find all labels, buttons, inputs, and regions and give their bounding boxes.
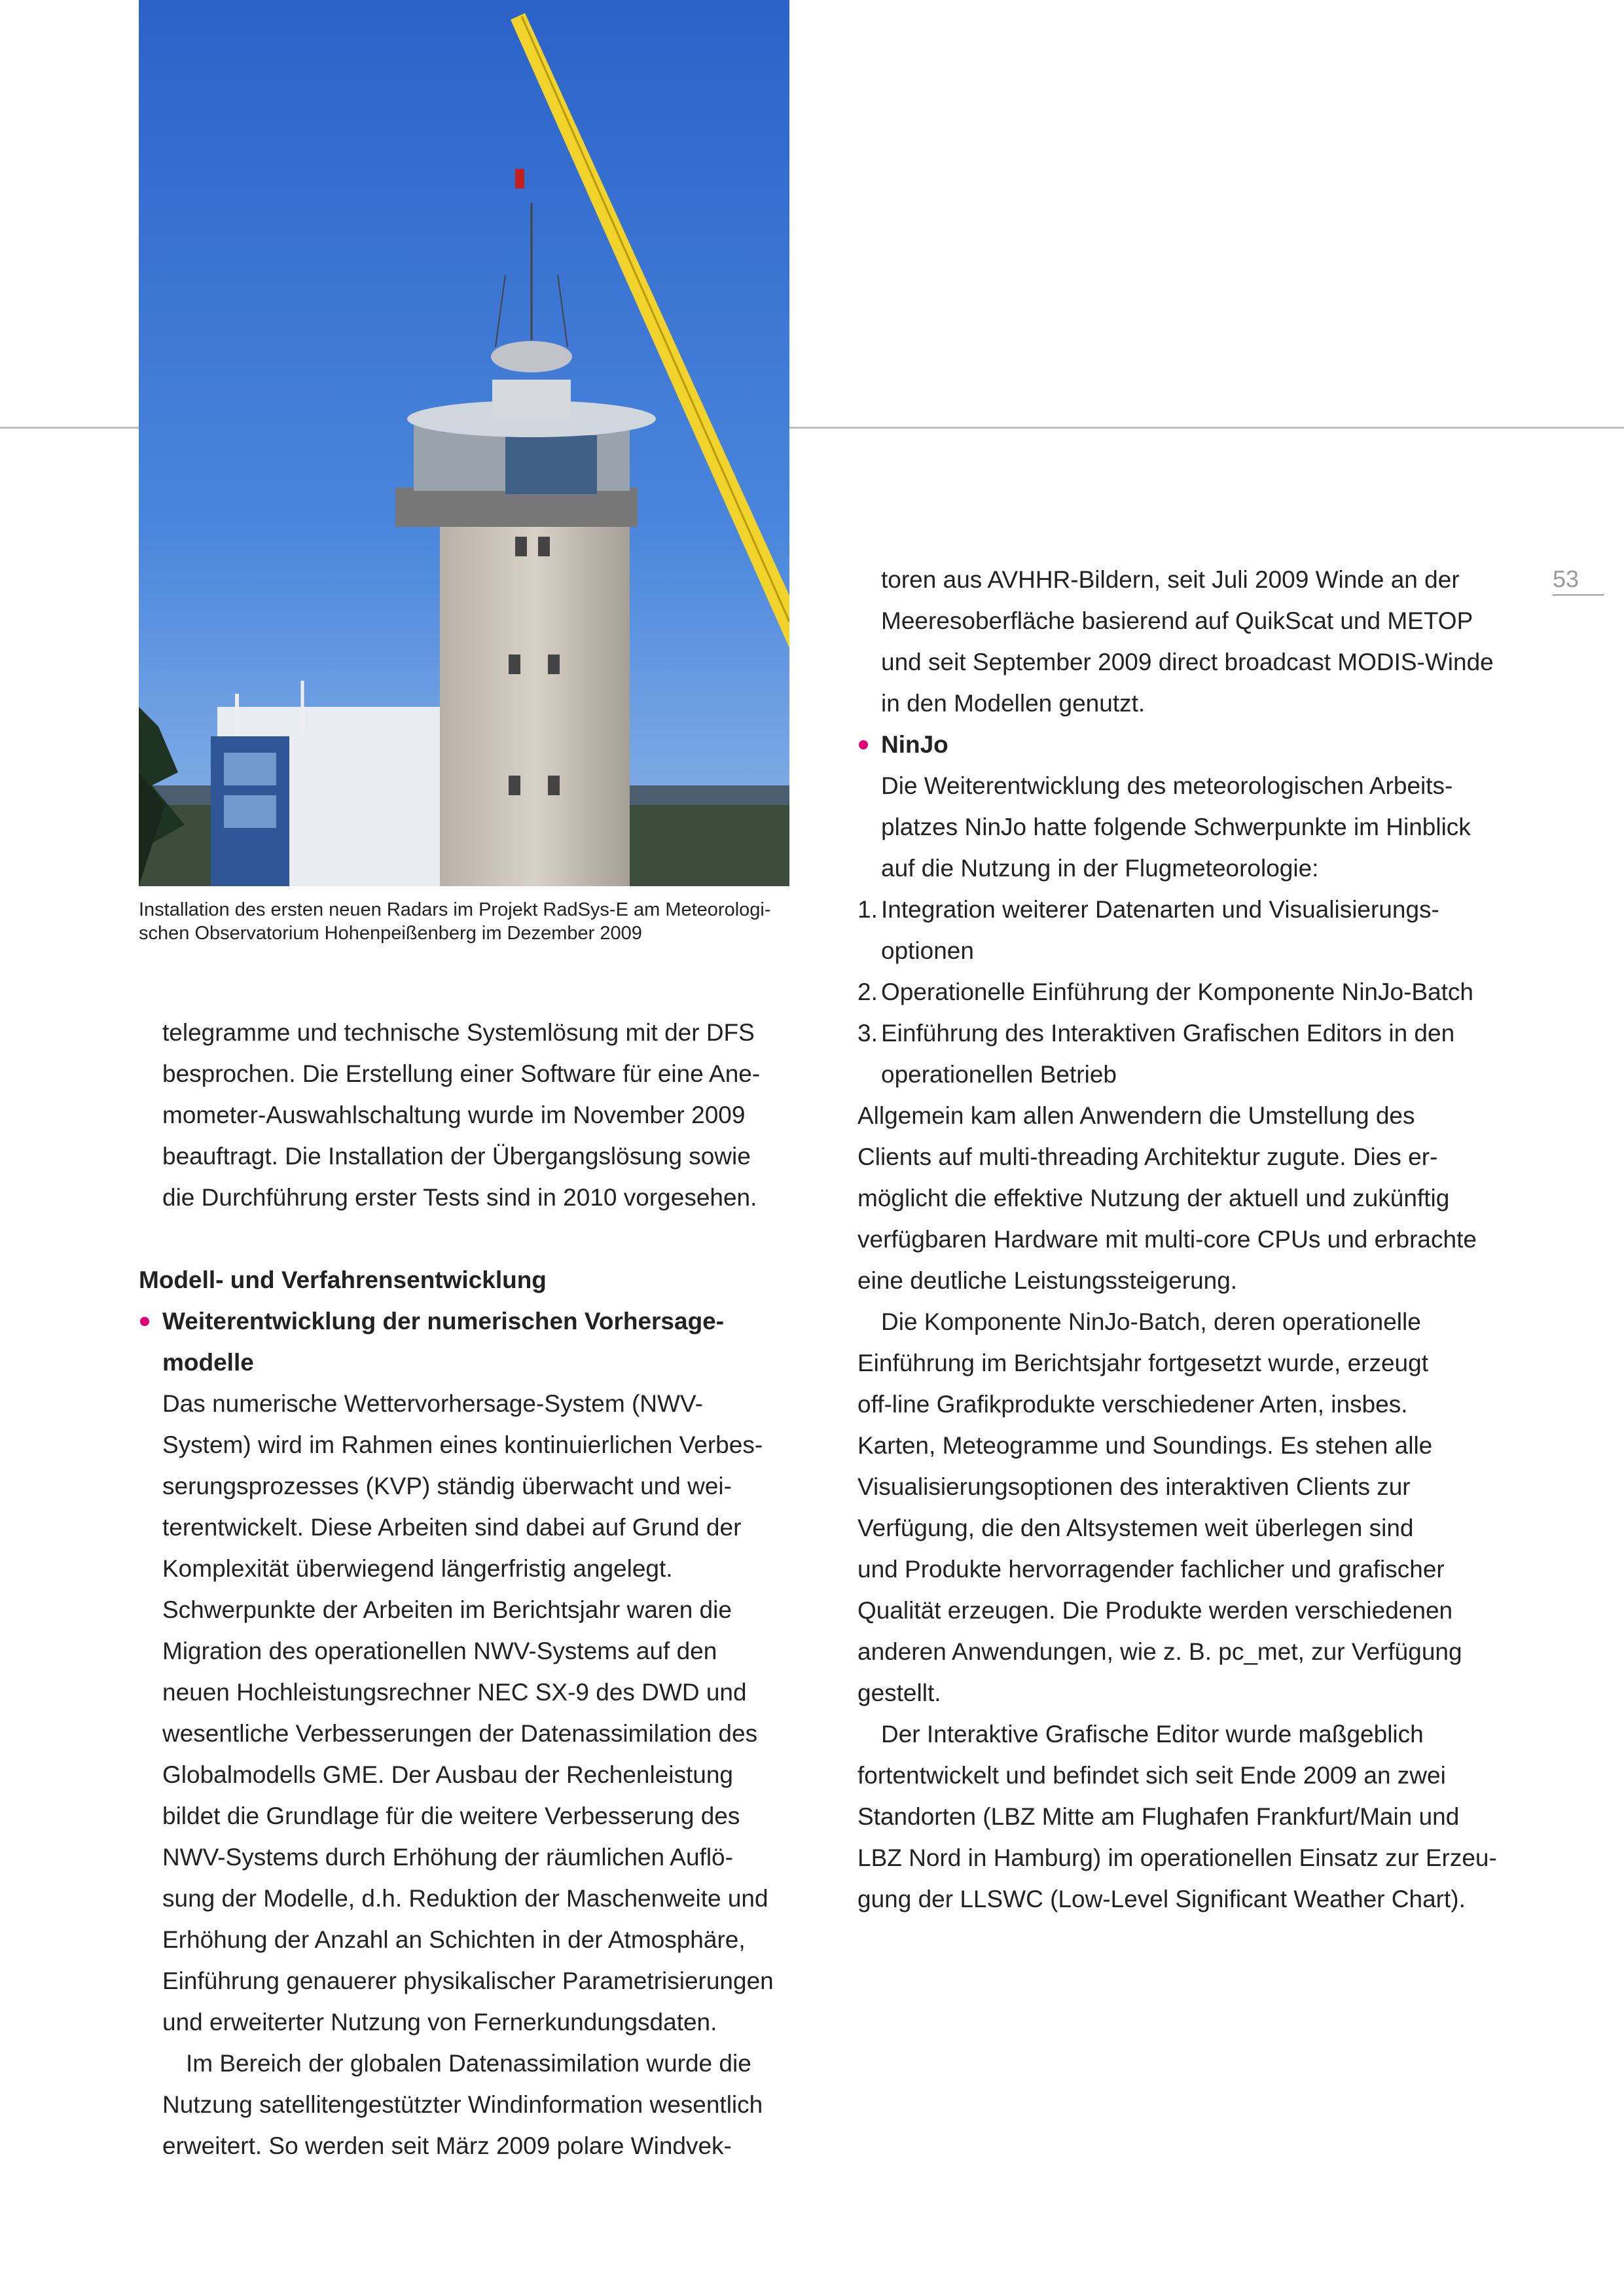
text-line: Clients auf multi-threading Architektur zugute. Dies er- [857,1143,1438,1170]
text-line: Der Interaktive Grafische Editor wurde maßgeblich [881,1721,1424,1748]
bullet-title-line: modelle [162,1349,254,1376]
text-line: Einführung im Berichtsjahr fortgesetzt wurde, erzeugt [857,1350,1428,1376]
text-line: eine deutliche Leistungssteigerung. [857,1267,1238,1294]
text-line: LBZ Nord in Hamburg) im operationellen Einsatz zur Erzeu- [857,1844,1497,1871]
editor-paragraph [857,1713,1512,1920]
bullet-title: NinJo [881,731,948,758]
text-line: neuen Hochleistungsrechner NEC SX-9 des DWD und [162,1679,747,1706]
text-line: Komplexität überwiegend längerfristig angelegt. [162,1555,673,1582]
text-line: Karten, Meteogramme und Soundings. Es stehen alle [857,1432,1433,1459]
body-paragraph [139,1383,793,2166]
numbered-item [857,971,1512,1013]
text-line: bildet die Grundlage für die weitere Verbesserung des [162,1803,740,1829]
text-line: in den Modellen genutzt. [881,690,1146,717]
text-line: telegramme und technische Systemlösung mit der DFS [162,1019,755,1046]
text-line: Erhöhung der Anzahl an Schichten in der Atmosphäre, [162,1926,746,1953]
text-line: operationellen Betrieb [881,1061,1117,1088]
bullet-dot-icon [140,1317,149,1326]
batch-paragraph [857,1301,1512,1713]
radar-installation-photo [139,0,789,886]
text-line: mometer-Auswahlschaltung wurde im November 2009 [162,1102,746,1128]
intro-paragraph [139,1012,793,1218]
numbered-item-continued [857,1054,1512,1095]
bullet-item-ninjo [857,724,1512,765]
text-line: und erweiterter Nutzung von Fernerkundungsdaten. [162,2009,717,2036]
text-line: terentwickelt. Diese Arbeiten sind dabei auf Grund der [162,1514,742,1541]
text-line: anderen Anwendungen, wie z. B. pc_met, zur Verfügung [857,1638,1462,1665]
item-number: 1. [857,896,878,923]
text-line: Integration weiterer Datenarten und Visualisierungs- [881,896,1439,923]
text-line: fortentwickelt und befindet sich seit Ende 2009 an zwei [857,1762,1446,1789]
text-line: gestellt. [857,1679,941,1706]
text-line: Einführung des Interaktiven Grafischen Editors in den [881,1020,1455,1047]
header-rule-right [789,427,1624,429]
text-line: optionen [881,937,974,964]
text-line: erweitert. So werden seit März 2009 polare Windvek- [162,2132,732,2159]
left-column [139,1012,793,2166]
caption-line: Installation des ersten neuen Radars im Projekt RadSys-E am Meteorologi- [139,899,771,920]
text-line: verfügbaren Hardware mit multi-core CPUs und erbrachte [857,1226,1477,1253]
bullet-item-continued [139,1342,793,1383]
item-number: 2. [857,978,878,1005]
text-line: gung der LLSWC (Low-Level Significant Weather Chart). [857,1886,1466,1912]
text-line: NWV-Systems durch Erhöhung der räumlichen Auflö- [162,1844,733,1871]
text-line: die Durchführung erster Tests sind in 2010 vorgesehen. [162,1184,757,1211]
text-line: Qualität erzeugen. Die Produkte werden verschiedenen [857,1597,1453,1624]
text-line: Schwerpunkte der Arbeiten im Berichtsjahr waren die [162,1596,732,1623]
text-line: Die Weiterentwicklung des meteorologischen Arbeits- [881,772,1453,799]
text-line: Globalmodells GME. Der Ausbau der Rechenleistung [162,1761,734,1788]
bullet-title-line: Weiterentwicklung der numerischen Vorhersage- [162,1308,725,1335]
text-line: Visualisierungsoptionen des interaktiven Clients zur [857,1473,1411,1500]
ninjo-paragraph [857,765,1512,889]
text-line: Einführung genauerer physikalischer Parametrisierungen [162,1967,774,1994]
right-column [857,559,1512,1920]
text-line: toren aus AVHHR-Bildern, seit Juli 2009 Winde an der [881,566,1460,593]
text-line: Standorten (LBZ Mitte am Flughafen Frankfurt/Main und [857,1803,1460,1830]
text-line: sung der Modelle, d.h. Reduktion der Maschenweite und [162,1885,768,1912]
caption-line: schen Observatorium Hohenpeißenberg im Dezember 2009 [139,923,642,944]
numbered-item [857,1013,1512,1054]
text-line: platzes NinJo hatte folgende Schwerpunkte im Hinblick [881,814,1471,840]
bullet-dot-icon [859,740,868,749]
text-line: Allgemein kam allen Anwendern die Umstellung des [857,1102,1415,1129]
text-line: besprochen. Die Erstellung einer Software für eine Ane- [162,1060,761,1087]
text-line: Operationelle Einführung der Komponente NinJo-Batch [881,978,1474,1005]
text-line: und seit September 2009 direct broadcast MODIS-Winde [881,649,1494,675]
text-line: Im Bereich der globalen Datenassimilation wurde die [186,2050,751,2077]
text-line: serungsprozesses (KVP) ständig überwacht und wei- [162,1473,732,1499]
continued-paragraph [857,559,1512,724]
bullet-item [139,1300,793,1342]
photo-caption [139,898,800,945]
text-line: off-line Grafikprodukte verschiedener Arten, insbes. [857,1391,1408,1418]
header-rule-left [0,427,139,429]
text-line: wesentliche Verbesserungen der Datenassimilation des [162,1720,758,1747]
general-paragraph [857,1095,1512,1301]
text-line: Meeresoberfläche basierend auf QuikScat und METOP [881,607,1473,634]
item-number: 3. [857,1020,878,1047]
text-line: Das numerische Wettervorhersage-System (NWV- [162,1390,703,1417]
text-line: System) wird im Rahmen eines kontinuierlichen Verbes- [162,1431,763,1458]
text-line: Verfügung, die den Altsystemen weit überlegen sind [857,1515,1414,1541]
numbered-item-continued [857,930,1512,971]
text-line: beauftragt. Die Installation der Übergangslösung sowie [162,1143,751,1170]
section-heading: Modell- und Verfahrensentwicklung [139,1266,547,1293]
text-line: auf die Nutzung in der Flugmeteorologie: [881,855,1319,882]
text-line: möglicht die effektive Nutzung der aktuell und zukünftig [857,1185,1450,1211]
numbered-item [857,889,1512,930]
text-line: Die Komponente NinJo-Batch, deren operationelle [881,1308,1421,1335]
text-line: Migration des operationellen NWV-Systems auf den [162,1638,717,1664]
page-number: 53 [1553,564,1604,596]
text-line: Nutzung satellitengestützter Windinformation wesentlich [162,2091,763,2118]
numbered-list [857,889,1512,1095]
text-line: und Produkte hervorragender fachlicher und grafischer [857,1556,1445,1583]
